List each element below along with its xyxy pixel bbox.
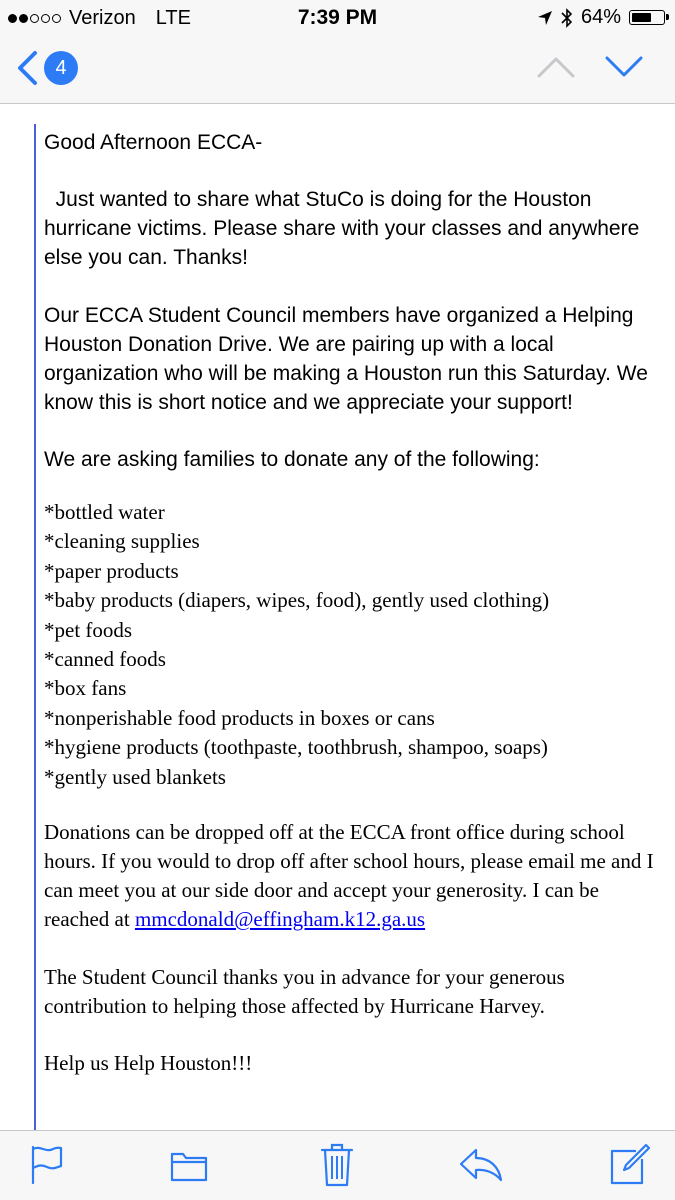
location-arrow-icon: [537, 10, 553, 26]
donation-item: *box fans: [44, 676, 127, 701]
battery-percent: 64%: [580, 6, 621, 28]
status-time: 7:39 PM: [297, 6, 378, 29]
contact-email-link[interactable]: mmcdonald@effingham.k12.ga.us: [134, 907, 426, 932]
chevron-left-icon: [16, 50, 38, 86]
status-right: [537, 6, 665, 29]
donation-item: *cleaning supplies: [44, 529, 200, 554]
flag-icon[interactable]: [30, 1145, 64, 1185]
network-type: LTE: [155, 7, 191, 29]
donation-item: *baby products (diapers, wipes, food), gently used clothing): [44, 588, 550, 613]
bluetooth-icon: [561, 8, 573, 28]
email-intro-paragraph: Just wanted to share what StuCo is doing for the Houston hurricane victims. Please share with your classes and anywhere else you can. Thanks!: [44, 188, 646, 269]
compose-icon[interactable]: [610, 1143, 650, 1185]
carrier-name: Verizon: [69, 7, 136, 29]
donation-item: *bottled water: [44, 500, 165, 524]
email-signoff: Help us Help Houston!!!: [44, 1051, 253, 1076]
donation-item: *gently used blankets: [44, 764, 226, 789]
email-greeting: Good Afternoon ECCA-: [44, 131, 263, 154]
reply-icon[interactable]: [458, 1147, 504, 1183]
dropoff-text: Donations can be dropped off at the ECCA front office during school hours. If you would to drop off after school hours, please email me and I can meet you at our side door and accept your generosity. I can be reached at: [44, 820, 654, 932]
mail-toolbar: [0, 1130, 675, 1200]
battery-fill: [632, 13, 651, 22]
donation-items-list: [44, 498, 654, 792]
folder-icon[interactable]: [170, 1149, 208, 1183]
battery-icon: [629, 10, 665, 25]
email-thanks-paragraph: The Student Council thanks you in advance for your generous contribution to helping those affected by Hurricane Harvey.: [44, 965, 565, 1019]
donation-item: *hygiene products (toothpaste, toothbrush, shampoo, soaps): [44, 735, 548, 760]
trash-icon[interactable]: [320, 1143, 354, 1187]
unread-count-badge: 4: [44, 51, 78, 85]
email-dropoff-paragraph: [44, 818, 654, 934]
previous-message-chevron-up-icon[interactable]: [536, 54, 576, 80]
email-organized-paragraph: Our ECCA Student Council members have organized a Helping Houston Donation Drive. We are pairing up with a local organization who will be making a Houston run this Saturday. We know this is short notice and we appreciate your support!: [44, 304, 648, 414]
donation-item: *nonperishable food products in boxes or cans: [44, 705, 435, 730]
donation-item: *canned foods: [44, 647, 166, 672]
next-message-chevron-down-icon[interactable]: [604, 54, 644, 80]
status-bar: [0, 0, 675, 36]
donation-item: *pet foods: [44, 617, 133, 642]
email-body: [34, 124, 654, 1130]
back-button[interactable]: [16, 50, 78, 86]
donation-item: *paper products: [44, 558, 179, 583]
email-asking-paragraph: We are asking families to donate any of the following:: [44, 448, 540, 471]
mail-nav-bar: [0, 36, 675, 104]
